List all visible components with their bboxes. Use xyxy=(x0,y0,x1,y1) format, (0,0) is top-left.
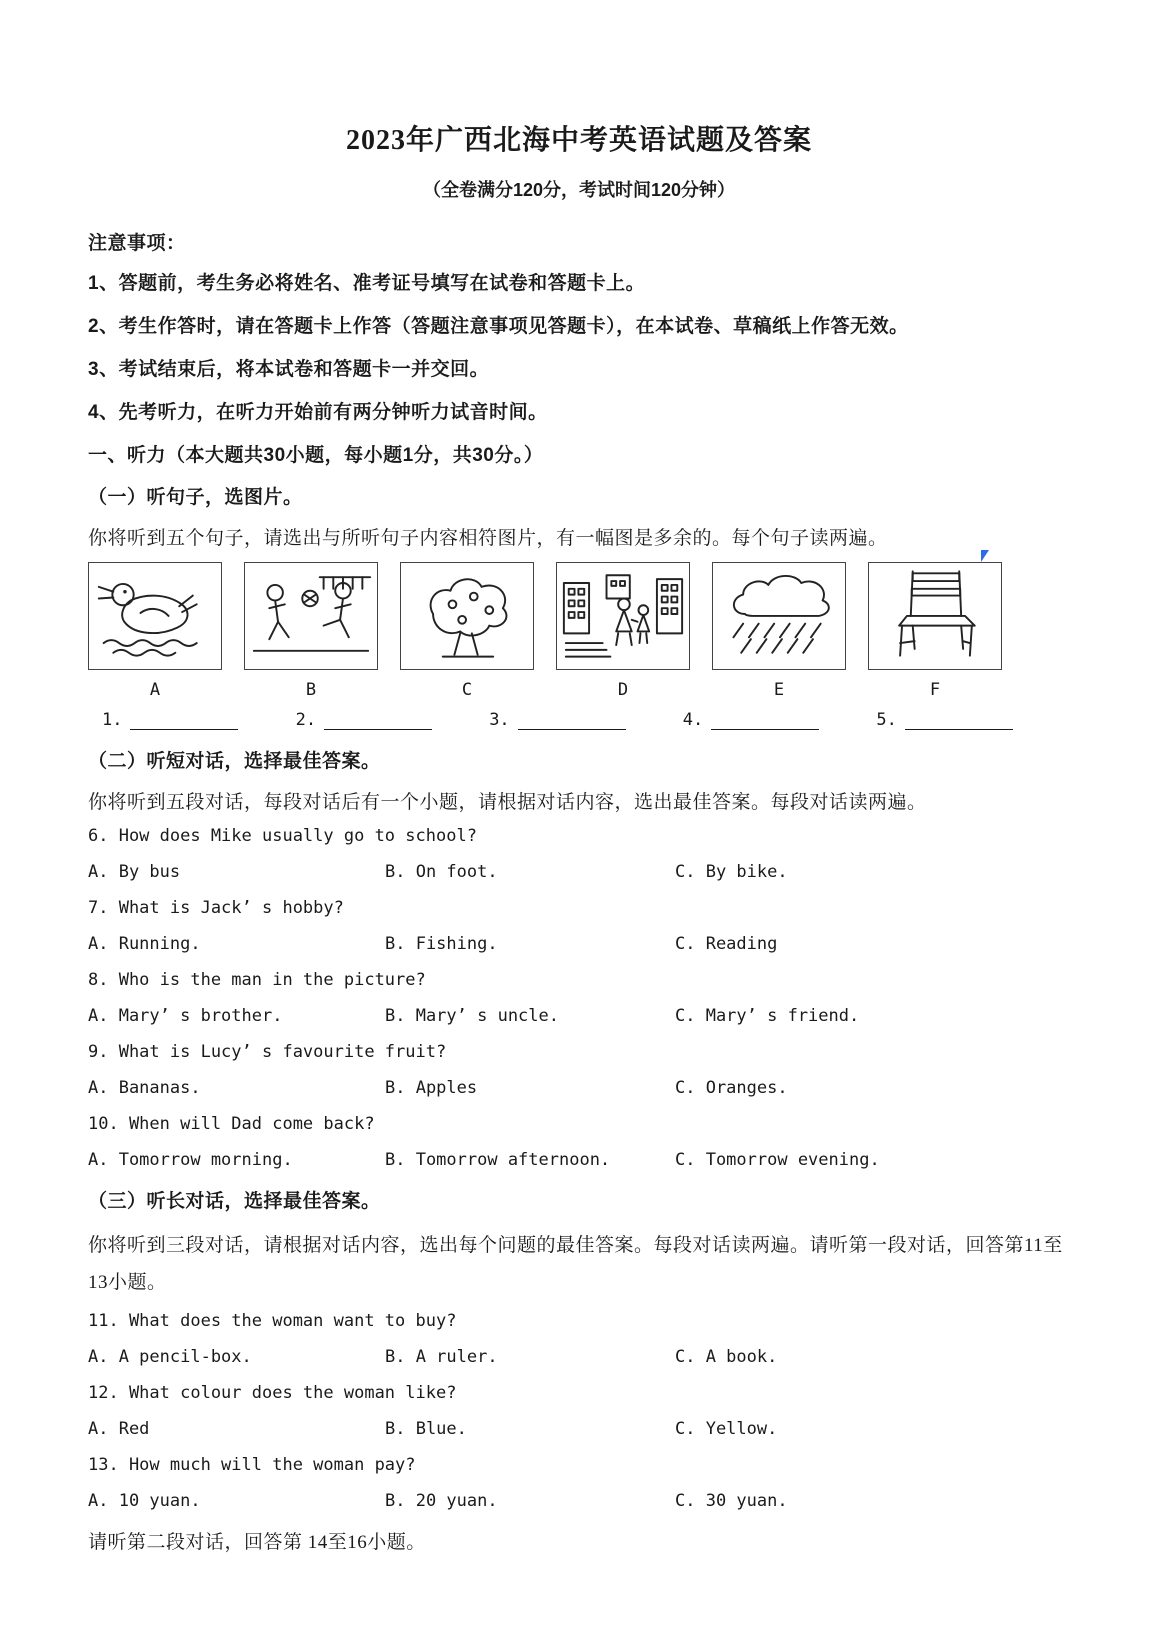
question-text: 6. How does Mike usually go to school? xyxy=(88,826,477,846)
option-c: C. Tomorrow evening. xyxy=(675,1150,880,1170)
blank-line xyxy=(711,714,819,730)
blue-caret-mark xyxy=(981,550,989,562)
option-a: A. Running. xyxy=(88,934,201,954)
option-c: C. By bike. xyxy=(675,862,788,882)
notes-header: 注意事项： xyxy=(88,233,186,254)
question-options xyxy=(88,934,1070,954)
question-12 xyxy=(88,1383,1070,1439)
chair-icon xyxy=(872,564,998,669)
blank-2: 2. xyxy=(296,710,490,730)
blank-5: 5. xyxy=(876,710,1070,730)
picture-label-f: F xyxy=(929,680,941,700)
option-a: A. By bus xyxy=(88,862,181,882)
question-text: 7. What is Jack’ s hobby? xyxy=(88,898,344,918)
note-1: 1、答题前，考生务必将姓名、准考证号填写在试卷和答题卡上。 xyxy=(88,273,646,294)
page-title: 2023年广西北海中考英语试题及答案 xyxy=(345,125,812,156)
picture-label-d: D xyxy=(617,680,629,700)
question-options xyxy=(88,1419,1070,1439)
part1-heading: （一）听句子，选图片。 xyxy=(88,487,303,508)
picture-labels xyxy=(88,680,1070,700)
page-subtitle: （全卷满分120分，考试时间120分钟） xyxy=(422,180,736,200)
question-7 xyxy=(88,898,1070,954)
question-options xyxy=(88,1078,1070,1098)
picture-label-b: B xyxy=(305,680,317,700)
part3-footer: 请听第二段对话，回答第 14至16小题。 xyxy=(88,1532,426,1554)
part2-heading: （二）听短对话，选择最佳答案。 xyxy=(88,751,381,772)
option-c: C. Yellow. xyxy=(675,1419,778,1440)
question-options xyxy=(88,862,1070,882)
blank-line xyxy=(324,714,432,730)
rain-cloud-icon xyxy=(716,564,842,669)
option-b: B. Fishing. xyxy=(385,934,498,954)
question-11 xyxy=(88,1311,1070,1367)
question-6 xyxy=(88,826,1070,882)
option-a: A. Tomorrow morning. xyxy=(88,1150,293,1170)
question-10 xyxy=(88,1114,1070,1170)
option-a: A. A pencil-box. xyxy=(88,1347,252,1368)
question-options xyxy=(88,1491,1070,1511)
part3-heading: （三）听长对话，选择最佳答案。 xyxy=(88,1191,381,1212)
option-b: B. 20 yuan. xyxy=(385,1491,498,1512)
option-c: C. A book. xyxy=(675,1347,778,1368)
option-a: A. Mary’ s brother. xyxy=(88,1006,283,1026)
question-13 xyxy=(88,1455,1070,1511)
picture-label-a: A xyxy=(149,680,161,700)
blank-4: 4. xyxy=(683,710,877,730)
option-b: B. Tomorrow afternoon. xyxy=(385,1150,611,1170)
option-c: C. Reading xyxy=(675,934,778,954)
blank-line xyxy=(518,714,626,730)
blank-line xyxy=(905,714,1013,730)
question-8 xyxy=(88,970,1070,1026)
option-b: B. Apples xyxy=(385,1078,478,1098)
question-text: 8. Who is the man in the picture? xyxy=(88,970,426,990)
part1-instructions: 你将听到五个句子，请选出与所听句子内容相符图片，有一幅图是多余的。每个句子读两遍。 xyxy=(88,528,888,549)
children-crossing-street-icon xyxy=(560,564,686,669)
option-a: A. Red xyxy=(88,1419,150,1440)
question-text: 9. What is Lucy’ s favourite fruit? xyxy=(88,1042,447,1062)
part2-instructions: 你将听到五段对话，每段对话后有一个小题，请根据对话内容，选出最佳答案。每段对话读两遍。 xyxy=(88,792,927,813)
question-options xyxy=(88,1006,1070,1026)
option-b: B. A ruler. xyxy=(385,1347,498,1368)
question-text: 12. What colour does the woman like? xyxy=(88,1383,457,1404)
blank-line xyxy=(130,714,238,730)
picture-label-e: E xyxy=(773,680,785,700)
picture-b xyxy=(244,562,378,670)
duck-icon xyxy=(92,564,218,669)
question-9 xyxy=(88,1042,1070,1098)
picture-label-c: C xyxy=(461,680,473,700)
question-text: 11. What does the woman want to buy? xyxy=(88,1311,457,1332)
part3-instructions: 你将听到三段对话，请根据对话内容，选出每个问题的最佳答案。每段对话读两遍。请听第一段对话，回答第11至13小题。 xyxy=(88,1235,1063,1294)
section-listening-heading: 一、听力（本大题共30小题，每小题1分，共30分。） xyxy=(88,445,544,466)
picture-a xyxy=(88,562,222,670)
blank-1: 1. xyxy=(102,710,296,730)
blank-3: 3. xyxy=(489,710,683,730)
note-4: 4、先考听力，在听力开始前有两分钟听力试音时间。 xyxy=(88,402,548,423)
option-c: C. Oranges. xyxy=(675,1078,788,1098)
question-text: 10. When will Dad come back? xyxy=(88,1114,375,1134)
option-b: B. Mary’ s uncle. xyxy=(385,1006,559,1026)
note-3: 3、考试结束后，将本试卷和答题卡一并交回。 xyxy=(88,359,490,380)
kids-playing-football-icon xyxy=(248,564,374,669)
picture-d xyxy=(556,562,690,670)
answer-blanks xyxy=(102,710,1070,730)
picture-strip xyxy=(88,562,1070,670)
question-text: 13. How much will the woman pay? xyxy=(88,1455,416,1476)
note-2: 2、考生作答时，请在答题卡上作答（答题注意事项见答题卡），在本试卷、草稿纸上作答无效。 xyxy=(88,316,909,337)
option-b: B. Blue. xyxy=(385,1419,467,1440)
option-c: C. Mary’ s friend. xyxy=(675,1006,860,1026)
picture-c xyxy=(400,562,534,670)
picture-e xyxy=(712,562,846,670)
picture-f xyxy=(868,562,1002,670)
tree-icon xyxy=(404,564,530,669)
option-a: A. Bananas. xyxy=(88,1078,201,1098)
option-b: B. On foot. xyxy=(385,862,498,882)
question-options xyxy=(88,1150,1070,1170)
option-a: A. 10 yuan. xyxy=(88,1491,201,1512)
question-options xyxy=(88,1347,1070,1367)
option-c: C. 30 yuan. xyxy=(675,1491,788,1512)
